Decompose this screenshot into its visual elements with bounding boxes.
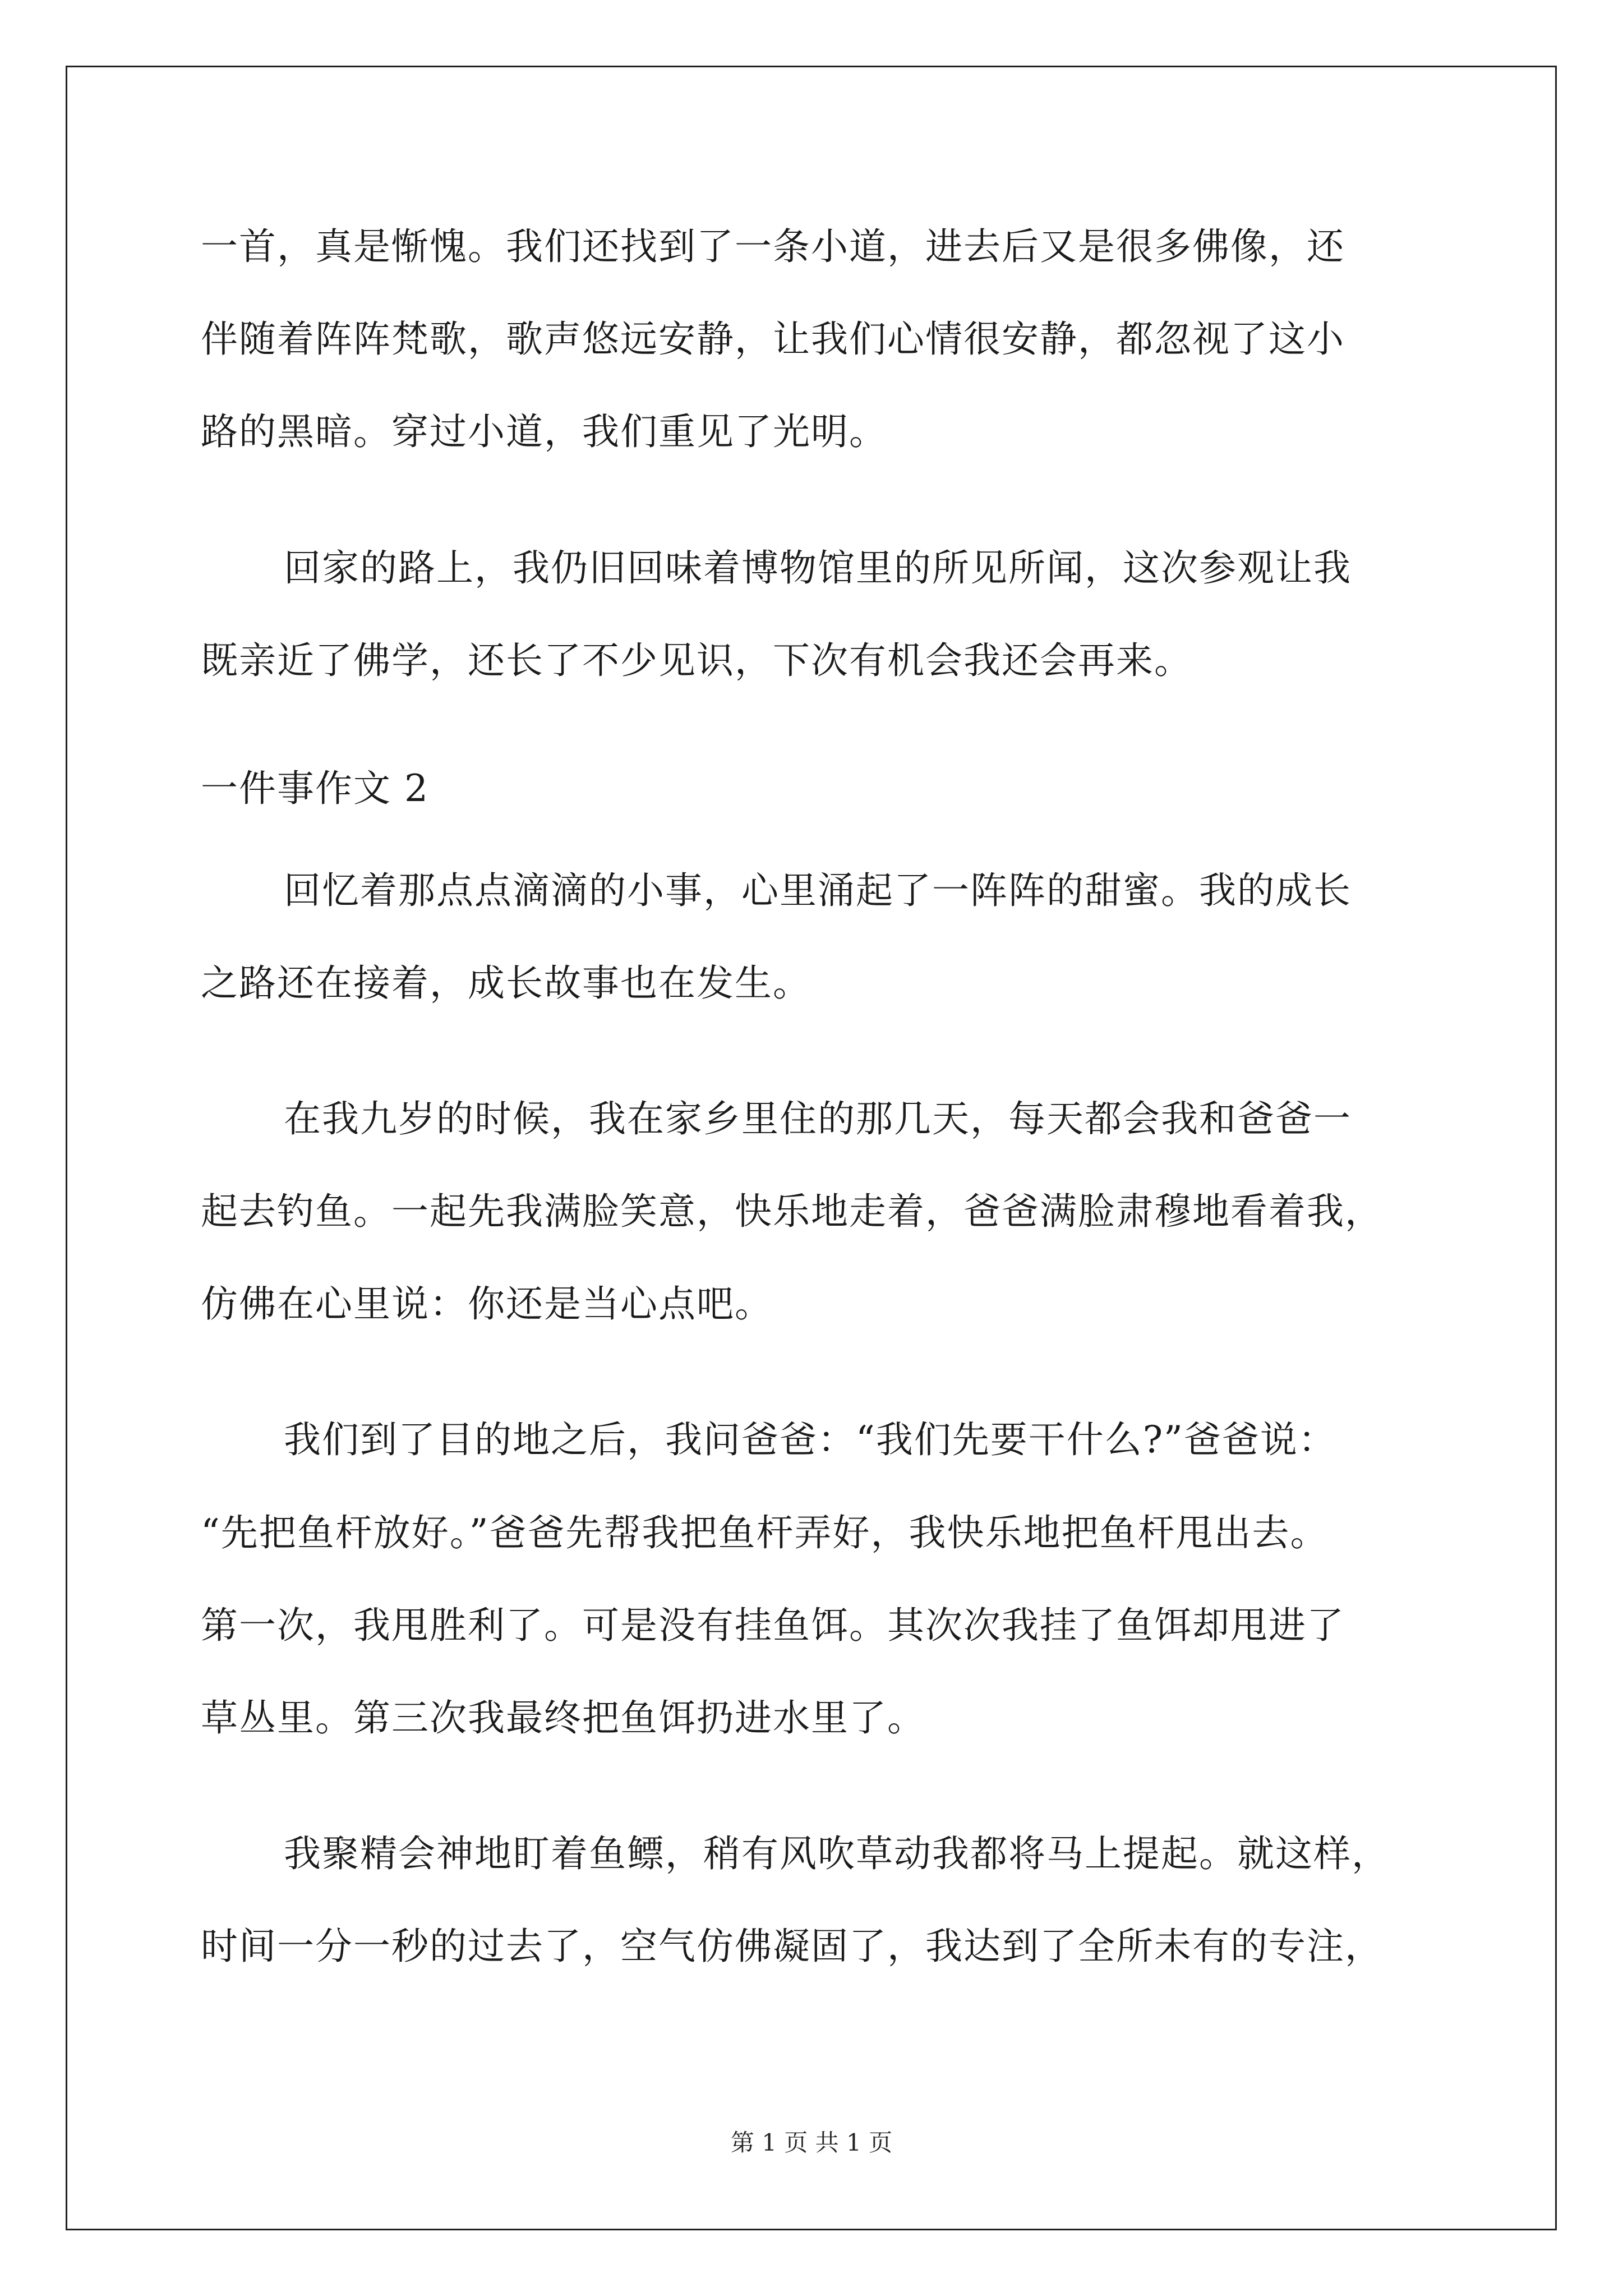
text-line: 路的黑暗。穿过小道，我们重见了光明。 xyxy=(201,410,887,453)
text-line: 第一次，我甩胜利了。可是没有挂鱼饵。其次次我挂了鱼饵却甩进了 xyxy=(201,1604,1345,1647)
text-line: 回家的路上，我仍旧回味着博物馆里的所见所闻，这次参观让我 xyxy=(284,546,1352,590)
text-line: 之路还在接着，成长故事也在发生。 xyxy=(201,961,811,1005)
text-line: 起去钓鱼。一起先我满脸笑意，快乐地走着，爸爸满脸肃穆地看着我， xyxy=(201,1190,1383,1233)
text-line: 伴随着阵阵梵歌，歌声悠远安静，让我们心情很安静，都忽视了这小 xyxy=(201,318,1345,361)
page-border xyxy=(66,66,1557,2230)
text-line: 回忆着那点点滴滴的小事，心里涌起了一阵阵的甜蜜。我的成长 xyxy=(284,869,1352,912)
page-number-footer: 第 1 页 共 1 页 xyxy=(730,2129,893,2156)
section-heading: 一件事作文 2 xyxy=(201,767,429,810)
text-line: 草丛里。第三次我最终把鱼饵扔进水里了。 xyxy=(201,1696,925,1740)
text-line: 一首，真是惭愧。我们还找到了一条小道，进去后又是很多佛像，还 xyxy=(201,225,1345,268)
text-line: 仿佛在心里说：你还是当心点吧。 xyxy=(201,1282,773,1326)
text-line: 时间一分一秒的过去了，空气仿佛凝固了，我达到了全所未有的专注， xyxy=(201,1925,1383,1968)
text-line: “先把鱼杆放好。”爸爸先帮我把鱼杆弄好，我快乐地把鱼杆甩出去。 xyxy=(201,1511,1329,1554)
text-line: 在我九岁的时候，我在家乡里住的那几天，每天都会我和爸爸一 xyxy=(284,1097,1352,1140)
text-line: 我聚精会神地盯着鱼鳔，稍有风吹草动我都将马上提起。就这样， xyxy=(284,1832,1390,1875)
text-line: 既亲近了佛学，还长了不少见识，下次有机会我还会再来。 xyxy=(201,639,1192,682)
text-line: 我们到了目的地之后，我问爸爸：“我们先要干什么?”爸爸说： xyxy=(284,1418,1336,1461)
